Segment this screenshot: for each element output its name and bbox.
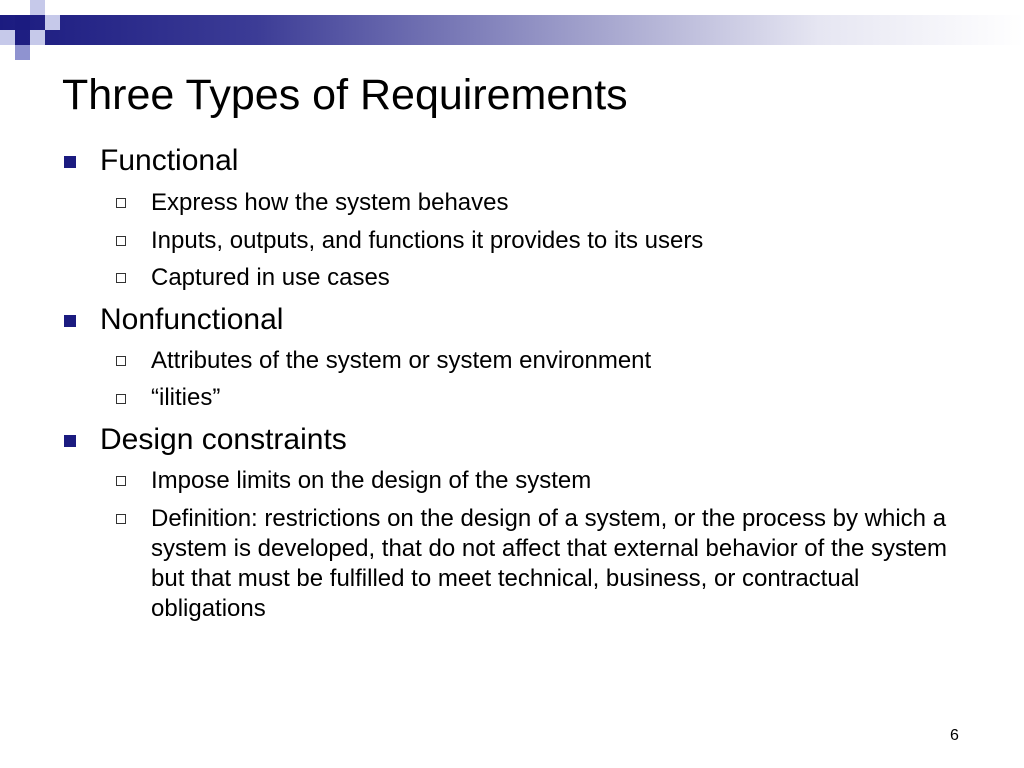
list-item: Express how the system behaves [151, 189, 509, 216]
bullet-hollow-square-icon [116, 514, 126, 524]
list-item: “ilities” [151, 384, 221, 411]
bullet-hollow-square-icon [116, 198, 126, 208]
bullet-square-icon [64, 435, 76, 447]
bullet-square-icon [64, 315, 76, 327]
bullet-hollow-square-icon [116, 476, 126, 486]
list-item: Attributes of the system or system environment [151, 347, 652, 374]
section-heading-nonfunctional: Nonfunctional [100, 303, 284, 336]
section-heading-functional: Functional [100, 144, 239, 177]
list-item: Captured in use cases [151, 264, 390, 291]
bullet-hollow-square-icon [116, 236, 126, 246]
slide-title: Three Types of Requirements [62, 71, 628, 119]
page-number: 6 [950, 727, 959, 744]
section-heading-design-constraints: Design constraints [100, 423, 347, 456]
bullet-hollow-square-icon [116, 273, 126, 283]
bullet-square-icon [64, 156, 76, 168]
bullet-hollow-square-icon [116, 394, 126, 404]
list-item: Impose limits on the design of the system [151, 467, 592, 494]
list-item: Inputs, outputs, and functions it provides to its users [151, 227, 704, 254]
bullet-hollow-square-icon [116, 356, 126, 366]
list-item: Definition: restrictions on the design of a system, or the process by which a system is developed, that do not affect that external behavior of the system but that must be fulfilled to meet technical, business, or contractual obligations [151, 505, 948, 622]
